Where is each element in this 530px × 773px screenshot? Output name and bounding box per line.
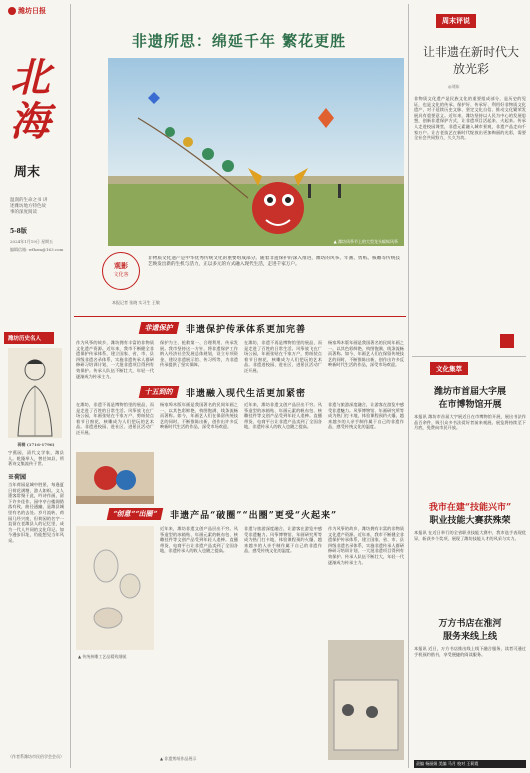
- section1-col1: 作为风筝的故乡，潍坊拥有丰富的非物质文化遗产资源。近年来，我市不断健全非遗保护传承体系，建立国家、省、市、县四级非遗名录体系，实施非遗传承人群研修研习培训计划，一大批非遗项目得到有效保护。传承人队伍不断壮大，年轻一代逐渐成为传承主力。: [76, 340, 154, 379]
- essay-author: ◎刘东: [448, 84, 460, 89]
- portrait-image: [8, 348, 62, 438]
- editor-line: 2024年1月19日 星期五: [10, 239, 54, 244]
- section-heading-2: 十五到的 非遗融入现代生活更加紧密: [140, 386, 306, 398]
- masthead-title: 北 海 周末: [10, 54, 50, 180]
- lead-label: 观影 文化客: [102, 252, 140, 290]
- seal-icon: [500, 334, 514, 348]
- photo-carving: [76, 526, 154, 650]
- side-footer: （作者系潍坊市民俗学会会员）: [8, 754, 64, 759]
- news-item-1: 潍坊市首届大字展 在市博物馆开展 本报讯 潍坊市首届大字展近日在市博物馆开展，展出书法作品百余件，吸引众多书法爱好者前来观展。展览将持续至下月底，免费向市民开放。: [414, 387, 526, 431]
- news-item-3: 万方书店在淮河 服务来线上线 本报讯 近日，万方书店推出线上线下融合服务，读者可通过手机预约借书，享受便捷的阅读服务。: [414, 619, 526, 657]
- portrait-text: 字蕉园，清代文学家，潍县人。乾隆举人，曾任知县，所著诗文集流传于世。: [8, 450, 64, 466]
- logo-icon: [8, 7, 16, 15]
- section-heading-3: “创意”“出圈” 非遗产品“破圈”“出圈”更受“火起来”: [108, 508, 337, 520]
- footer-credits: 责编 杨丽娟 美编 马月 校对 王莉霞: [414, 760, 526, 768]
- masthead: [4, 6, 66, 316]
- section3-col1: 近年来，潍坊非遗文创产品层出不穷。风筝造型的冰箱贴、年画元素的帆布包、核雕挂件等文创产品受到年轻人追捧。直播带货、电商平台让非遗产品卖到了全国各地，非遗传承人的收入也随之提高。: [160, 526, 238, 554]
- photo-caption: ▲ 潍坊风筝节上的大型龙头蜈蚣风筝: [333, 239, 398, 244]
- section2-col3: 近年来，潍坊非遗文创产品层出不穷。风筝造型的冰箱贴、年画元素的帆布包、核雕挂件等文创产品受到年轻人追捧。直播带货、电商平台让非遗产品卖到了全国各地，非遗传承人的收入也随之提高。: [244, 402, 322, 430]
- commentary-tag: 周末评说: [436, 14, 476, 28]
- section2-col1: 在潍坊，非遗不再是博物馆里的展品，而是走进了百姓的日常生活。风筝放飞在广场公园，年画张贴在千家万户，剪纸装点着节日窗花，核雕成为人们把玩的艺术品。非遗进校园、进社区、进景区活动广泛开展。: [76, 402, 154, 435]
- main-headline: 非遗所思：绵延千年 繁花更胜: [131, 32, 347, 50]
- portrait-icon: [8, 348, 62, 438]
- section2-col2: 杨家埠木版年画是我国著名的民间年画之一，以其色彩鲜艳、构图饱满、线条流畅而著称。如今，年画艺人们在保留传统技艺的同时，不断推陈出新，创作出许多反映新时代生活的作品，深受市场欢迎。: [160, 402, 238, 430]
- section3-col2: 非遗与旅游深度融合，让游客在游览中感受非遗魅力。风筝博物馆、年画研究所等成为热门打卡地，体验课程预约火爆，越来越多的人亲手制作属于自己的非遗作品，感受传统文化的温度。: [244, 526, 322, 554]
- logo: 潍坊日报: [8, 6, 66, 16]
- photo-paper-cut: [76, 452, 154, 504]
- caption-paper-cut: ▲ 非遗剪纸作品展示: [160, 756, 197, 761]
- photo-market: [328, 640, 404, 760]
- essay-body: 非物质文化遗产是民族文化的重要组成部分，是历史的见证，也是文化的传承。保护好、传承好、利用好非物质文化遗产，对于延续历史文脉、坚定文化自信、推动文化繁荣发展具有重要意义。近年来，潍坊坚持以人民为中心的发展思想，创新非遗保护方式，让非遗项目活起来、火起来。传承人走进校园课堂，非遗元素融入城市景观，非遗产品走向千家万户。让古老技艺在新时代绽放出更加绚丽的光彩，需要全社会共同努力，久久为功。: [414, 96, 526, 141]
- section1-col4: 杨家埠木版年画是我国著名的民间年画之一，以其色彩鲜艳、构图饱满、线条流畅而著称。如今，年画艺人们在保留传统技艺的同时，不断推陈出新，创作出许多反映新时代生活的作品，深受市场欢迎。: [328, 340, 404, 368]
- section1-col3: 在潍坊，非遗不再是博物馆里的展品，而是走进了百姓的日常生活。风筝放飞在广场公园，年画张贴在千家万户，剪纸装点着节日窗花，核雕成为人们把玩的艺术品。非遗进校园、进社区、进景区活动广泛开展。: [244, 340, 322, 373]
- email: 编辑信箱: wfhzm@163.com: [10, 247, 64, 252]
- news-tag: 文化集萃: [430, 362, 468, 375]
- subhead: ※荷园: [8, 474, 27, 481]
- section-header: 潍坊历史名人: [4, 332, 54, 344]
- history-figure-section: [4, 332, 66, 768]
- section3-col3: 作为风筝的故乡，潍坊拥有丰富的非物质文化遗产资源。近年来，我市不断健全非遗保护传承体系，建立国家、省、市、县四级非遗名录体系，实施非遗传承人群研修研习培训计划，一大批非遗项目得到有效保护。传承人队伍不断壮大，年轻一代逐渐成为传承主力。: [328, 526, 404, 565]
- section-heading-1: 非遗保护 非遗保护传承体系更加完善: [140, 322, 306, 334]
- main-photo: [108, 58, 404, 246]
- masthead-slogan: 温润的生命之书 讲述潍坊地方特色故事的深度阅读: [10, 198, 48, 215]
- section1-col2: 保护为主、抢救第一、合理利用、传承发展。我市坚持这一方针，将非遗保护工作纳入经济社会发展总体规划，设立专项资金，建设非遗展示馆、传习所等，为非遗传承提供了坚实保障。: [160, 340, 238, 368]
- essay-title: 让非遗在新时代大放光彩: [422, 45, 519, 76]
- news-item-2: 我市在建“技能兴市” 职业技能大赛获殊荣 本报讯 在近日举行的全省职业技能大赛中，我市选手表现优异，斩获多个奖项，展现了潍坊技能人才的风采与实力。: [414, 503, 526, 541]
- side-body: 当年荷园是城中胜景，每逢夏日荷花满塘，游人如织。文人墨客常聚于此，吟诗作画，留下许多佳作。园中亭台楼阁错落有致，曲径通幽，是潍县城里有名的去处。岁月流转，荷园几经兴废，但荷园的名字一直留在老潍县人的记忆里，成为一代人共同的文化印记。如今漫步旧址，仍能想见当年风采。: [8, 482, 64, 543]
- lead-paragraph: 非物质文化遗产是中华优秀传统文化的重要组成部分。随着非遗保护的深入推进，潍坊的风筝、年画、剪纸、核雕等传统技艺焕发出新的生机与活力，正以多元的方式融入现代生活，走进千家万户。: [148, 256, 400, 267]
- caption-carving: ▲ 传统核雕工艺品精致细腻: [78, 654, 127, 659]
- kite-festival-photo: [108, 58, 404, 246]
- portrait-caption: 蒋桐 (1716-1796): [17, 442, 55, 447]
- page-label: 5-8版: [10, 228, 27, 235]
- section2-col4: 非遗与旅游深度融合，让游客在游览中感受非遗魅力。风筝博物馆、年画研究所等成为热门打卡地，体验课程预约火爆，越来越多的人亲手制作属于自己的非遗作品，感受传统文化的温度。: [328, 402, 404, 430]
- byline: 本报记者 张晓 实习生 王敏: [112, 300, 160, 305]
